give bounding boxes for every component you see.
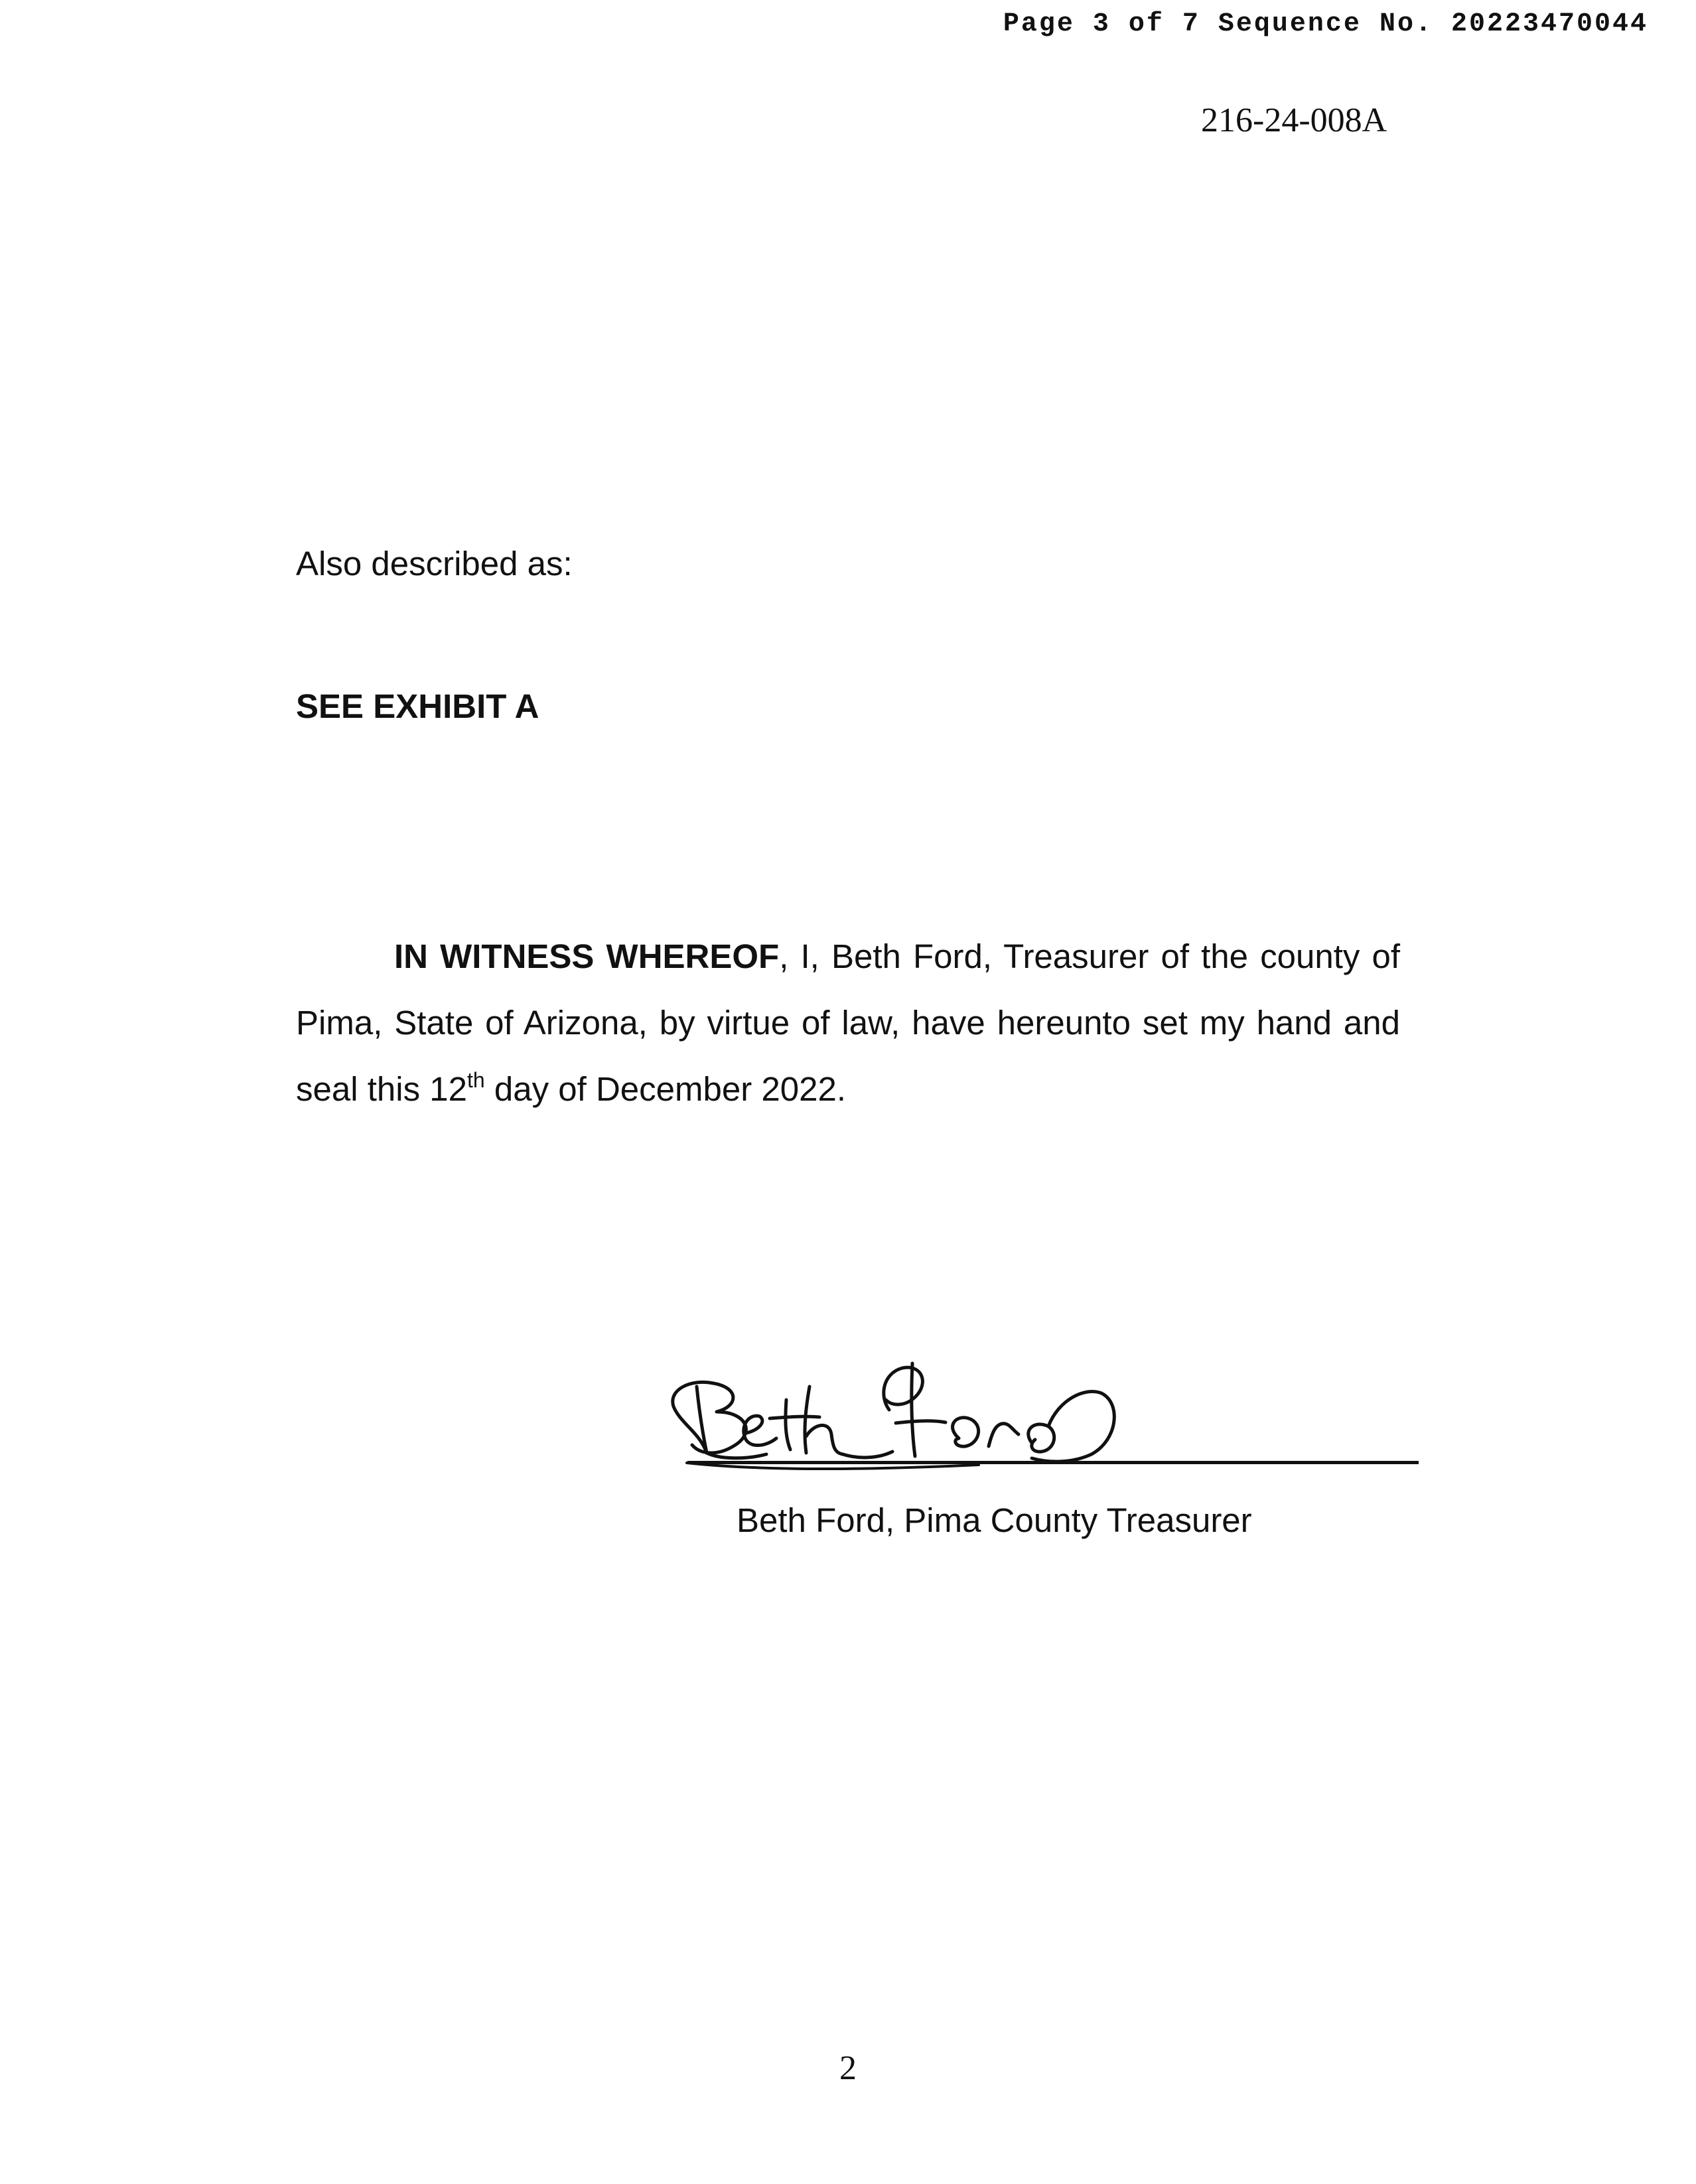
witness-text-after: day of December 2022. — [484, 1070, 847, 1108]
recording-stamp: Page 3 of 7 Sequence No. 20223470044 — [1003, 9, 1648, 39]
exhibit-reference: SEE EXHIBIT A — [296, 687, 539, 725]
also-described-label: Also described as: — [296, 545, 573, 582]
signature-line — [687, 1461, 1419, 1464]
witness-lead: IN WITNESS WHEREOF — [394, 937, 780, 975]
witness-paragraph — [296, 923, 1400, 1123]
parcel-number: 216-24-008A — [1201, 102, 1387, 139]
ordinal-suffix: th — [467, 1068, 485, 1092]
witness-text-before: , I, Beth Ford, Treasurer of the county of Pima, State of Arizona, by virtue of law, have hereunto set my hand and seal this 12 — [296, 937, 1400, 1108]
signer-caption: Beth Ford, Pima County Treasurer — [737, 1501, 1252, 1539]
page-number: 2 — [839, 2049, 857, 2087]
